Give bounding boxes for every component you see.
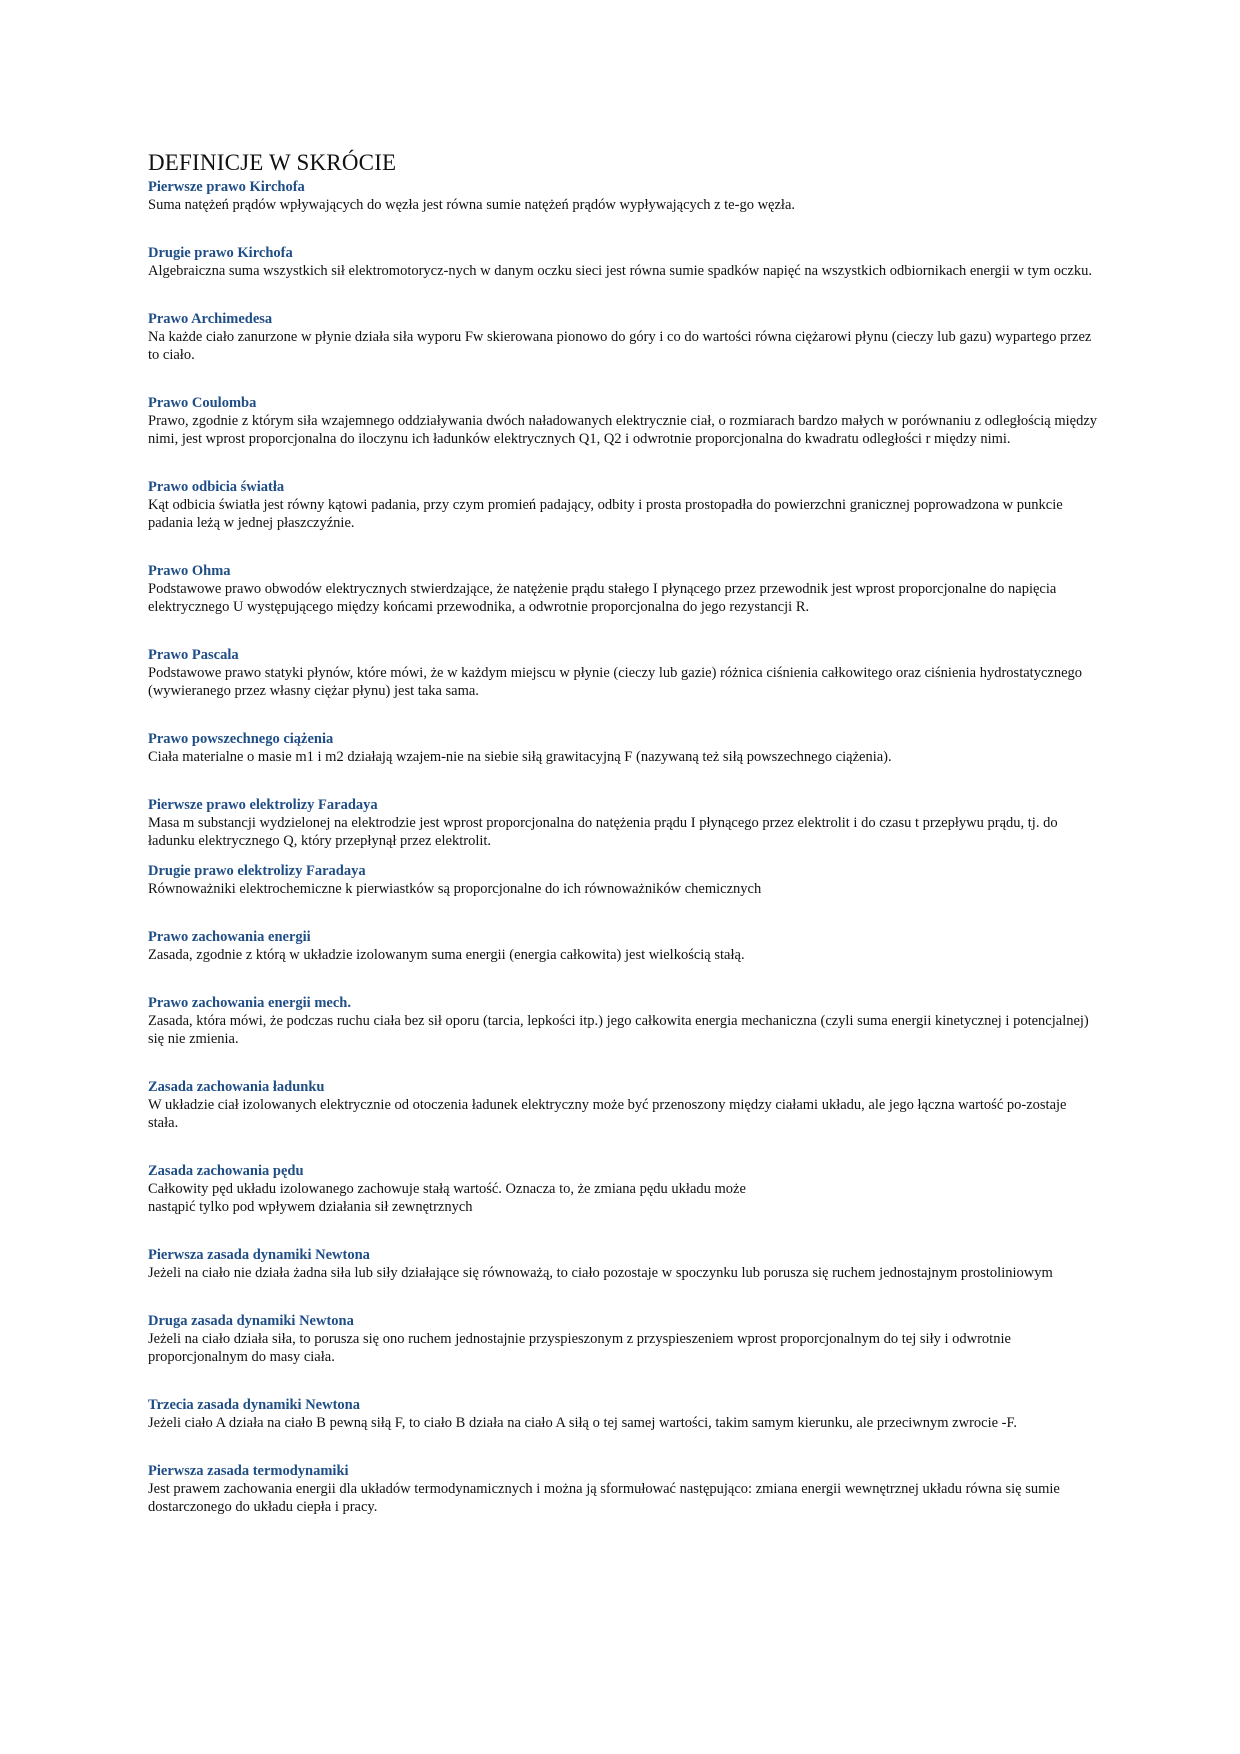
entry-title: Pierwsze prawo elektrolizy Faradaya [148, 797, 378, 813]
entry-zasada-zachowania-pedu [148, 1162, 1098, 1216]
entry-title: Prawo Ohma [148, 563, 231, 579]
entry-prawo-odbicia-swiatla [148, 478, 1098, 532]
entry-prawo-powszechnego-ciazenia [148, 730, 1098, 766]
entry-body: Kąt odbicia światła jest równy kątowi padania, przy czym promień padający, odbity i prosta prostopadła do powierzchni granicznej poprowadzona w punkcie padania leżą w jednej płaszczyźnie. [148, 497, 1063, 531]
entry-title: Prawo zachowania energii [148, 929, 311, 945]
entry-title: Drugie prawo elektrolizy Faradaya [148, 863, 366, 879]
entry-body: Podstawowe prawo statyki płynów, które mówi, że w każdym miejscu w płynie (cieczy lub gazie) różnica ciśnienia całkowitego oraz ciśnienia hydrostatycznego (wywieranego przez własny ciężar płynu) jest taka sama. [148, 665, 1083, 699]
entry-body: Suma natężeń prądów wpływających do węzła jest równa sumie natężeń prądów wypływających z te-go węzła. [148, 197, 796, 213]
entry-title: Trzecia zasada dynamiki Newtona [148, 1397, 360, 1413]
entry-body: Równoważniki elektrochemiczne k pierwiastków są proporcjonalne do ich równoważników chemicznych [148, 881, 762, 897]
entry-title: Prawo Coulomba [148, 395, 257, 411]
entry-body: Podstawowe prawo obwodów elektrycznych stwierdzające, że natężenie prądu stałego I płynącego przez przewodnik jest wprost proporcjonalne do napięcia elektrycznego U występującego między końcami przewodnika, a odwrotnie proporcjonalna do jego rezystancji R. [148, 581, 1057, 615]
entry-body: Na każde ciało zanurzone w płynie działa siła wyporu Fw skierowana pionowo do góry i co do wartości równa ciężarowi płynu (cieczy lub gazu) wypartego przez to ciało. [148, 329, 1092, 363]
entry-body: Algebraiczna suma wszystkich sił elektromotorycz-nych w danym oczku sieci jest równa sumie spadków napięć na wszystkich odbiornikach energii w tym oczku. [148, 263, 1092, 279]
entry-title: Pierwsza zasada dynamiki Newtona [148, 1247, 370, 1263]
entry-prawo-zachowania-energii [148, 928, 1098, 964]
page-title: DEFINICJE W SKRÓCIE [148, 150, 397, 175]
document-page [148, 148, 1098, 1516]
entry-body: Zasada, zgodnie z którą w układzie izolowanym suma energii (energia całkowita) jest wielkością stałą. [148, 947, 745, 963]
entry-title: Prawo zachowania energii mech. [148, 995, 351, 1011]
entry-pierwsze-prawo-elektrolizy [148, 796, 1098, 850]
entry-trzecia-zasada-dynamiki [148, 1396, 1098, 1432]
entry-title: Druga zasada dynamiki Newtona [148, 1313, 354, 1329]
entry-body: Jeżeli na ciało działa siła, to porusza się ono ruchem jednostajnie przyspieszonym z przyspieszeniem wprost proporcjonalnym do tej siły i odwrotnie proporcjonalnym do masy ciała. [148, 1331, 1011, 1365]
entry-title: Prawo Archimedesa [148, 311, 273, 327]
entry-title: Prawo odbicia światła [148, 479, 285, 495]
entry-zasada-zachowania-ladunku [148, 1078, 1098, 1132]
entry-title: Prawo powszechnego ciążenia [148, 731, 334, 747]
entry-prawo-ohma [148, 562, 1098, 616]
entry-prawo-coulomba [148, 394, 1098, 448]
entry-pierwsza-zasada-termodynamiki [148, 1462, 1098, 1516]
entry-body: Jest prawem zachowania energii dla układów termodynamicznych i można ją sformułować następująco: zmiana energii wewnętrznej układu równa się sumie dostarczonego do układu ciepła i pracy. [148, 1481, 1060, 1515]
entry-body: Jeżeli na ciało nie działa żadna siła lub siły działające się równoważą, to ciało pozostaje w spoczynku lub porusza się ruchem jednostajnym prostoliniowym [148, 1265, 1053, 1281]
entry-title: Pierwsza zasada termodynamiki [148, 1463, 349, 1479]
entry-body: Zasada, która mówi, że podczas ruchu ciała bez sił oporu (tarcia, lepkości itp.) jego całkowita energia mechaniczna (czyli suma energii kinetycznej i potencjalnej) się nie zmienia. [148, 1013, 1089, 1047]
entry-body: Jeżeli ciało A działa na ciało B pewną siłą F, to ciało B działa na ciało A siłą o tej samej wartości, takim samym kierunku, ale przeciwnym zwrocie -F. [148, 1415, 1018, 1431]
entry-prawo-archimedesa [148, 310, 1098, 364]
entry-body: Prawo, zgodnie z którym siła wzajemnego oddziaływania dwóch naładowanych elektrycznie ciał, o rozmiarach bardzo małych w porównaniu z odległością między nimi, jest wprost proporcjonalna do iloczynu ich ładunków elektrycznych Q1, Q2 i odwrotnie proporcjonalna do kwadratu odległości r między nimi. [148, 413, 1097, 447]
entry-body: Masa m substancji wydzielonej na elektrodzie jest wprost proporcjonalna do natężenia prądu I płynącego przez elektrolit i do czasu t przepływu prądu, tj. do ładunku elektrycznego Q, który przepłynął przez elektrolit. [148, 815, 1058, 849]
entry-druga-zasada-dynamiki [148, 1312, 1098, 1366]
entry-title: Zasada zachowania pędu [148, 1163, 304, 1179]
entry-body: Całkowity pęd układu izolowanego zachowuje stałą wartość. Oznacza to, że zmiana pędu układu może nastąpić tylko pod wpływem działania sił zewnętrznych [148, 1181, 746, 1215]
entry-title: Prawo Pascala [148, 647, 239, 663]
entry-body: Ciała materialne o masie m1 i m2 działają wzajem-nie na siebie siłą grawitacyjną F (nazywaną też siłą powszechnego ciążenia). [148, 749, 892, 765]
entry-drugie-prawo-kirchofa [148, 244, 1098, 280]
entry-pierwsze-prawo-kirchofa [148, 178, 1098, 214]
entry-prawo-zachowania-energii-mech [148, 994, 1098, 1048]
entry-title: Zasada zachowania ładunku [148, 1079, 325, 1095]
entry-title: Pierwsze prawo Kirchofa [148, 179, 305, 195]
entry-pierwsza-zasada-dynamiki [148, 1246, 1098, 1282]
entry-prawo-pascala [148, 646, 1098, 700]
entry-drugie-prawo-elektrolizy [148, 862, 1098, 898]
entry-body: W układzie ciał izolowanych elektrycznie od otoczenia ładunek elektryczny może być przenoszony między ciałami układu, ale jego łączna wartość po-zostaje stała. [148, 1097, 1067, 1131]
entry-title: Drugie prawo Kirchofa [148, 245, 293, 261]
